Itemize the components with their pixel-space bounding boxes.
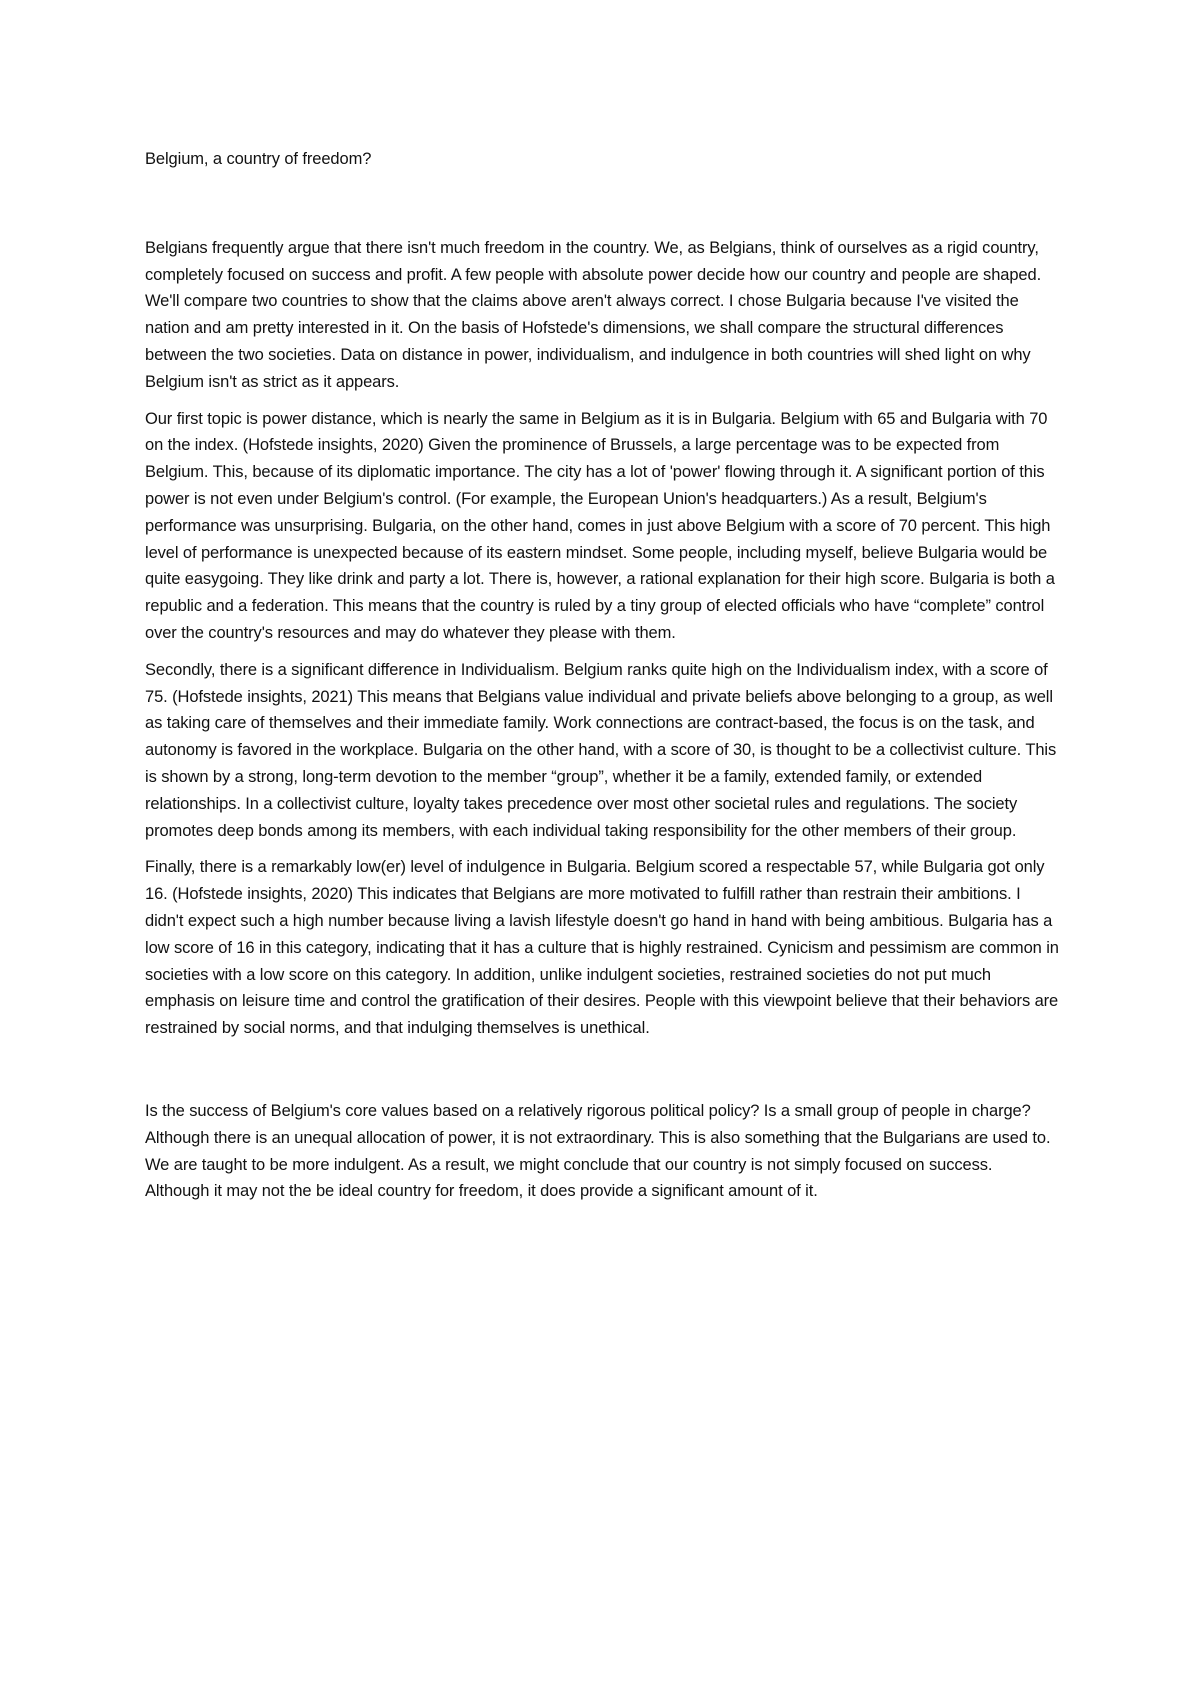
paragraph-power-distance: Our first topic is power distance, which is nearly the same in Belgium as it is in Bulgaria. Belgium with 65 and Bulgaria with 70 on the index. (Hofstede insights, 2020) Given the prominence of Brussels, a large percentage was to be expected from Belgium. This, because of its diplomatic importance. The city has a lot of 'power' flowing through it. A significant portion of this power is not even under Belgium's control. (For example, the European Union's headquarters.) As a result, Belgium's performance was unsurprising. Bulgaria, on the other hand, comes in just above Belgium with a score of 70 percent. This high level of performance is unexpected because of its eastern mindset. Some people, including myself, believe Bulgaria would be quite easygoing. They like drink and party a lot. There is, however, a rational explanation for their high score. Bulgaria is both a republic and a federation. This means that the country is ruled by a tiny group of elected officials who have “complete” control over the country's resources and may do whatever they please with them.: [145, 409, 1055, 642]
document-title: Belgium, a country of freedom?: [145, 150, 372, 168]
document-body: [145, 146, 1060, 1215]
paragraph-introduction: Belgians frequently argue that there isn't much freedom in the country. We, as Belgians, think of ourselves as a rigid country, completely focused on success and profit. A few people with absolute power decide how our country and people are shaped. We'll compare two countries to show that the claims above aren't always correct. I chose Bulgaria because I've visited the nation and am pretty interested in it. On the basis of Hofstede's dimensions, we shall compare the structural differences between the two societies. Data on distance in power, individualism, and indulgence in both countries will shed light on why Belgium isn't as strict as it appears.: [145, 238, 1042, 391]
paragraph-individualism: Secondly, there is a significant difference in Individualism. Belgium ranks quite high on the Individualism index, with a score of 75. (Hofstede insights, 2021) This means that Belgians value individual and private beliefs above belonging to a group, as well as taking care of themselves and their immediate family. Work connections are contract-based, the focus is on the task, and autonomy is favored in the workplace. Bulgaria on the other hand, with a score of 30, is thought to be a collectivist culture. This is shown by a strong, long-term devotion to the member “group”, whether it be a family, extended family, or extended relationships. In a collectivist culture, loyalty takes precedence over most other societal rules and regulations. The society promotes deep bonds among its members, with each individual taking responsibility for the other members of their group.: [145, 660, 1057, 840]
paragraph-indulgence: Finally, there is a remarkably low(er) level of indulgence in Bulgaria. Belgium scored a respectable 57, while Bulgaria got only 16. (Hofstede insights, 2020) This indicates that Belgians are more motivated to fulfill rather than restrain their ambitions. I didn't expect such a high number because living a lavish lifestyle doesn't go hand in hand with being ambitious. Bulgaria has a low score of 16 in this category, indicating that it has a culture that is highly restrained. Cynicism and pessimism are common in societies with a low score on this category. In addition, unlike indulgent societies, restrained societies do not put much emphasis on leisure time and control the gratification of their desires. People with this viewpoint believe that their behaviors are restrained by social norms, and that indulging themselves is unethical.: [145, 858, 1059, 1038]
paragraph-conclusion: Is the success of Belgium's core values based on a relatively rigorous political policy? Is a small group of people in charge? Although there is an unequal allocation of power, it is not extraordinary. This is also something that the Bulgarians are used to. We are taught to be more indulgent. As a result, we might conclude that our country is not simply focused on success. Although it may not the be ideal country for freedom, it does provide a significant amount of it.: [145, 1101, 1051, 1201]
